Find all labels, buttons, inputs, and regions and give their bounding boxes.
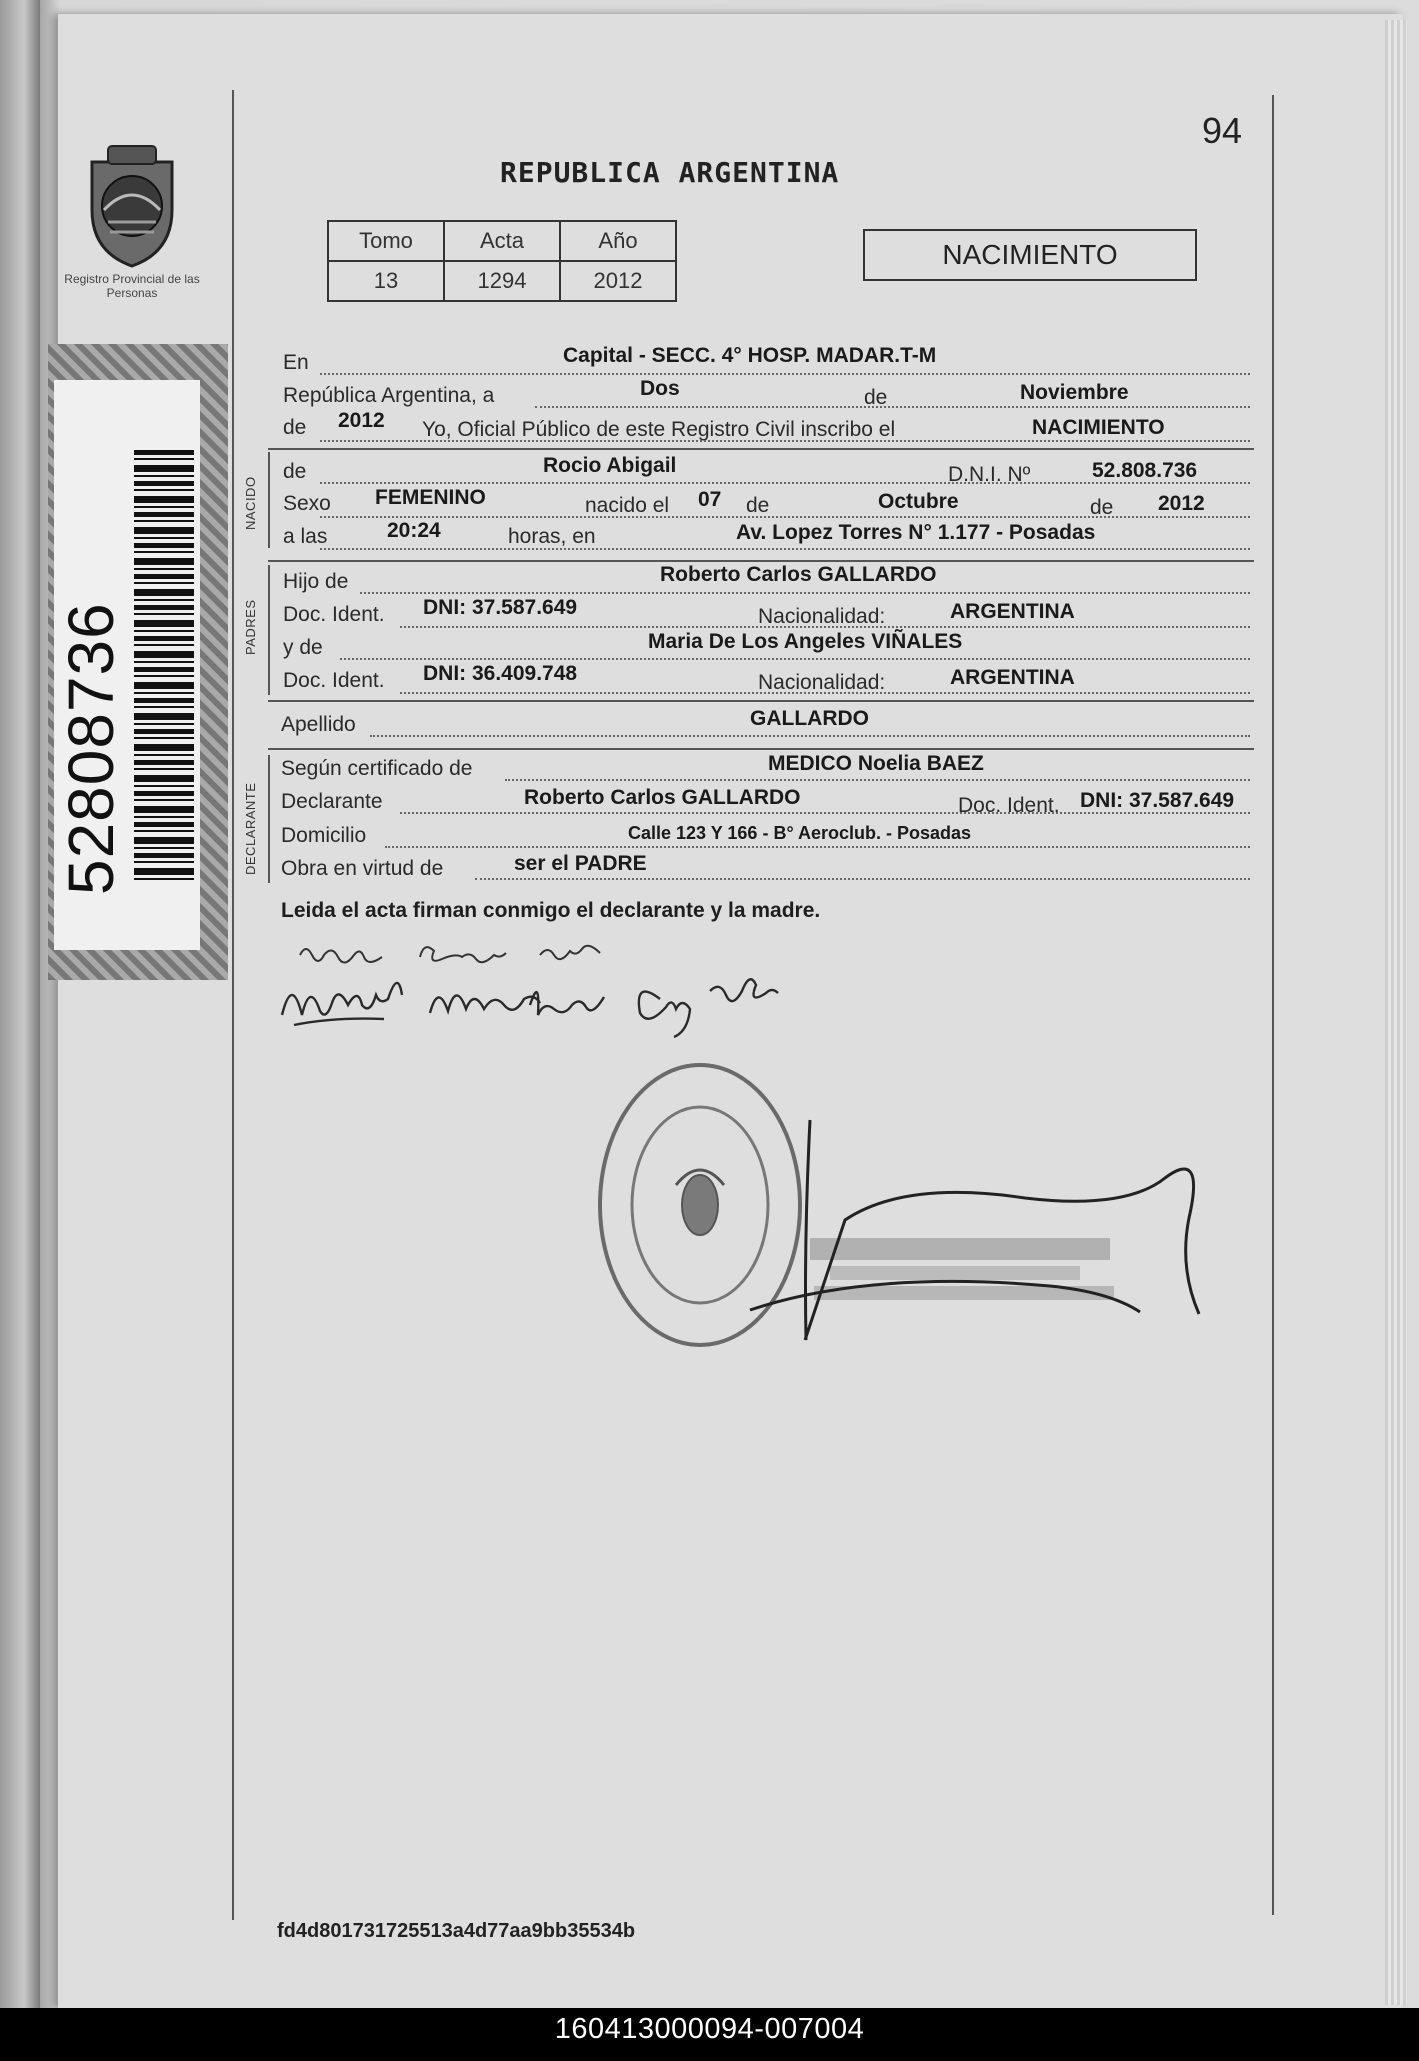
table-header-cell: Tomo bbox=[328, 221, 444, 261]
mother-nationality-value: ARGENTINA bbox=[950, 666, 1075, 689]
closing-statement: Leida el acta firman conmigo el declarante y la madre. bbox=[281, 899, 821, 922]
table-cell: 2012 bbox=[560, 261, 676, 301]
document-title: REPUBLICA ARGENTINA bbox=[500, 156, 840, 189]
field-label: Doc. Ident. bbox=[958, 794, 1060, 817]
field-label: República Argentina, a bbox=[283, 384, 495, 407]
field-label: de bbox=[746, 494, 770, 517]
field-label: a las bbox=[283, 525, 328, 548]
barcode-number: 52808736 bbox=[55, 602, 127, 895]
table-header-cell: Acta bbox=[444, 221, 560, 261]
dotted-line bbox=[505, 779, 1250, 781]
divider-line bbox=[268, 748, 1254, 750]
field-label: Hijo de bbox=[283, 570, 349, 593]
document-hash: fd4d801731725513a4d77aa9bb35534b bbox=[277, 1920, 636, 1942]
dotted-line bbox=[370, 735, 1250, 737]
father-nationality-value: ARGENTINA bbox=[950, 600, 1075, 623]
dotted-line bbox=[475, 878, 1250, 880]
field-label: Doc. Ident. bbox=[283, 603, 385, 626]
dotted-line bbox=[385, 846, 1250, 848]
act-value: NACIMIENTO bbox=[1032, 416, 1165, 439]
field-label: Nacionalidad: bbox=[758, 671, 886, 694]
table-cell: 1294 bbox=[444, 261, 560, 301]
field-label: Declarante bbox=[281, 790, 383, 813]
padres-bracket bbox=[268, 565, 270, 695]
dotted-line bbox=[535, 406, 1250, 408]
page-number: 94 bbox=[1202, 110, 1243, 151]
declarant-doc-value: DNI: 37.587.649 bbox=[1080, 789, 1235, 812]
day-value: Dos bbox=[640, 377, 680, 400]
field-label: Domicilio bbox=[281, 824, 367, 847]
dotted-line bbox=[400, 626, 1250, 628]
year-value: 2012 bbox=[338, 409, 385, 432]
month-value: Noviembre bbox=[1020, 381, 1129, 404]
dotted-line bbox=[320, 548, 1250, 550]
place-value: Capital - SECC. 4° HOSP. MADAR.T-M bbox=[563, 344, 937, 367]
field-label: de bbox=[864, 386, 888, 409]
birth-place-value: Av. Lopez Torres N° 1.177 - Posadas bbox=[736, 521, 1096, 544]
field-label: Según certificado de bbox=[281, 757, 473, 780]
surname-value: GALLARDO bbox=[750, 707, 869, 730]
declarante-bracket bbox=[268, 755, 270, 883]
field-label: Doc. Ident. bbox=[283, 669, 385, 692]
record-type-box: NACIMIENTO bbox=[863, 229, 1197, 281]
mother-name-value: Maria De Los Angeles VIÑALES bbox=[648, 630, 963, 653]
address-value: Calle 123 Y 166 - B° Aeroclub. - Posadas bbox=[628, 823, 972, 843]
page-stack-edge bbox=[1385, 20, 1407, 2005]
field-label: de bbox=[283, 460, 307, 483]
section-label-padres: PADRES bbox=[243, 599, 258, 655]
nacido-bracket bbox=[268, 452, 270, 548]
father-doc-value: DNI: 37.587.649 bbox=[423, 596, 578, 619]
field-label: Sexo bbox=[283, 492, 331, 515]
dotted-line bbox=[320, 516, 1250, 518]
left-margin-line bbox=[232, 90, 234, 1920]
dotted-line bbox=[320, 440, 1250, 442]
child-dni-value: 52.808.736 bbox=[1092, 459, 1198, 482]
birth-time-value: 20:24 bbox=[387, 519, 441, 542]
mother-doc-value: DNI: 36.409.748 bbox=[423, 662, 578, 685]
dotted-line bbox=[360, 592, 1250, 594]
child-name-value: Rocio Abigail bbox=[543, 454, 677, 477]
table-header-cell: Año bbox=[560, 221, 676, 261]
official-text: Yo, Oficial Público de este Registro Civil inscribo el bbox=[422, 418, 896, 441]
reason-value: ser el PADRE bbox=[514, 852, 647, 875]
section-label-nacido: NACIDO bbox=[243, 476, 258, 530]
table-row bbox=[328, 261, 676, 301]
divider-line bbox=[268, 448, 1254, 450]
birth-year-value: 2012 bbox=[1158, 492, 1205, 515]
field-label: Obra en virtud de bbox=[281, 857, 444, 880]
table-header-row bbox=[328, 221, 676, 261]
barcode-icon bbox=[134, 450, 194, 880]
birth-month-value: Octubre bbox=[878, 490, 959, 513]
field-label: D.N.I. Nº bbox=[948, 463, 1031, 486]
registry-caption: Registro Provincial de las Personas bbox=[64, 272, 200, 300]
field-label: En bbox=[283, 351, 309, 374]
previous-page-edge bbox=[0, 0, 40, 2008]
certificate-value: MEDICO Noelia BAEZ bbox=[768, 752, 984, 775]
father-name-value: Roberto Carlos GALLARDO bbox=[660, 563, 937, 586]
dotted-line bbox=[400, 812, 1250, 814]
footer-code: 160413000094-007004 bbox=[554, 2013, 865, 2045]
field-label: horas, en bbox=[508, 525, 596, 548]
registry-table bbox=[327, 220, 677, 302]
field-label: Nacionalidad: bbox=[758, 605, 886, 628]
divider-line bbox=[268, 560, 1254, 562]
field-label: y de bbox=[283, 636, 323, 659]
handwritten-signatures bbox=[270, 925, 1030, 1045]
section-label-declarante: DECLARANTE bbox=[243, 782, 258, 875]
field-label: nacido el bbox=[585, 494, 670, 517]
dotted-line bbox=[320, 373, 1250, 375]
birth-day-value: 07 bbox=[698, 488, 722, 511]
dotted-line bbox=[340, 658, 1250, 660]
right-margin-line bbox=[1272, 95, 1274, 1915]
official-seal bbox=[590, 1050, 1230, 1390]
table-cell: 13 bbox=[328, 261, 444, 301]
dotted-line bbox=[400, 692, 1250, 694]
field-label: de bbox=[1090, 496, 1114, 519]
sex-value: FEMENINO bbox=[375, 486, 486, 509]
field-label: de bbox=[283, 416, 307, 439]
declarant-name-value: Roberto Carlos GALLARDO bbox=[524, 786, 801, 809]
field-label: Apellido bbox=[281, 713, 356, 736]
provincial-emblem-icon bbox=[78, 140, 186, 270]
divider-line bbox=[268, 700, 1254, 702]
